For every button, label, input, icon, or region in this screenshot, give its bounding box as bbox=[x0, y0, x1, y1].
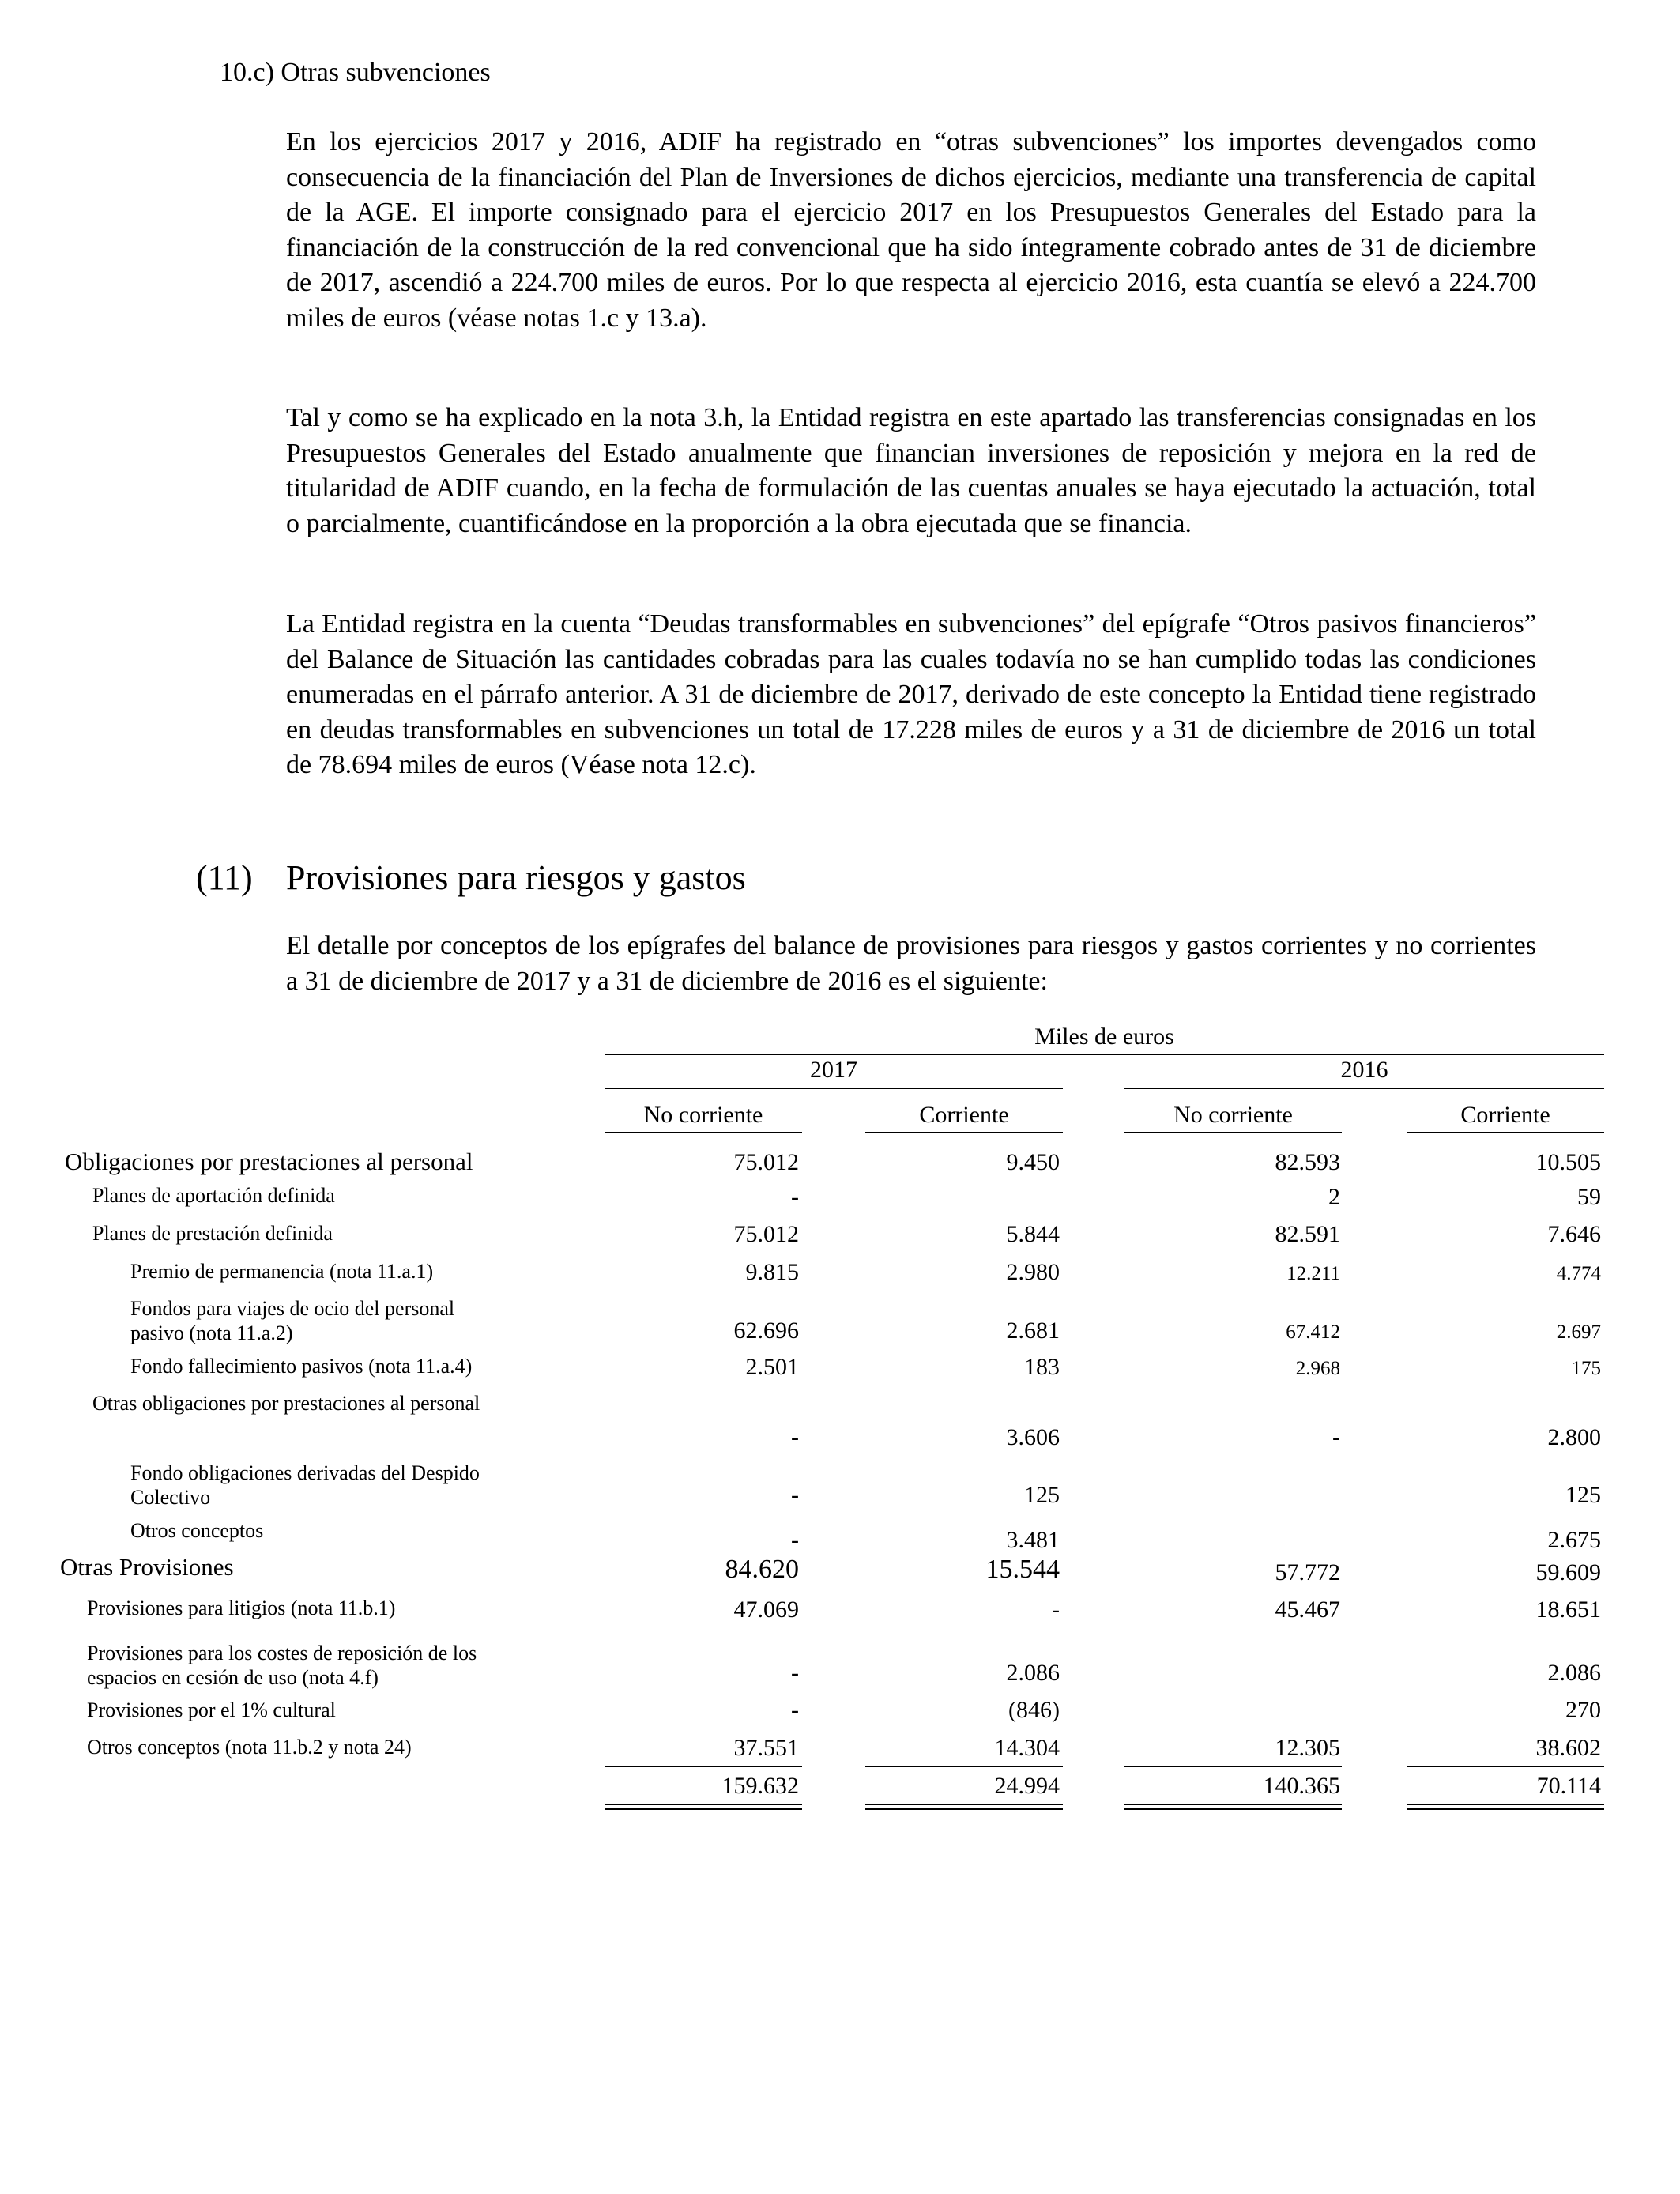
row-label: Otras Provisiones bbox=[60, 1553, 234, 1581]
cell: 2.800 bbox=[1547, 1424, 1601, 1450]
cell: 4.774 bbox=[1556, 1263, 1601, 1284]
cell: 45.467 bbox=[1275, 1596, 1340, 1623]
cell: 2.675 bbox=[1547, 1527, 1601, 1553]
paragraph-3: La Entidad registra en la cuenta “Deudas transformables en subvenciones” del epígrafe “Otros pasivos financieros” del Balance de Situación las cantidades cobradas para las cuales todavía no se han cumplido todas las condiciones enumeradas en el párrafo anterior. A 31 de diciembre de 2017, derivado de este concepto la Entidad tiene registrado en deudas transformables en subvenciones un total de 17.228 miles de euros y a 31 de diciembre de 2016 un total de 78.694 miles de euros (Véase nota 12.c). bbox=[286, 609, 1536, 780]
paragraph-2: Tal y como se ha explicado en la nota 3.h, la Entidad registra en este apartado las transferencias consignadas en los Presupuestos Generales del Estado anualmente que financian inversiones de reposición y mejora en la red de titularidad de ADIF cuando, en la fecha de formulación de las cuentas anuales se haya ejecutado la actuación, total o parcialmente, cuantificándose en la proporción a la obra ejecutada que se financia. bbox=[286, 403, 1536, 538]
row-label: Provisiones para litigios (nota 11.b.1) bbox=[87, 1596, 396, 1619]
cell: 3.606 bbox=[1006, 1424, 1060, 1450]
cell: 15.544 bbox=[985, 1555, 1060, 1584]
cell: 18.651 bbox=[1535, 1596, 1601, 1623]
total-cell: 159.632 bbox=[721, 1773, 799, 1799]
cell: 125 bbox=[1565, 1482, 1601, 1508]
cell: 2.501 bbox=[745, 1354, 799, 1380]
cell: 82.593 bbox=[1275, 1149, 1340, 1175]
cell: - bbox=[791, 1184, 799, 1210]
total-double-rule bbox=[605, 1804, 802, 1810]
cell: - bbox=[791, 1424, 799, 1450]
cell: 10.505 bbox=[1535, 1149, 1601, 1175]
section-number: (11) bbox=[196, 858, 253, 897]
cell: 9.450 bbox=[1006, 1149, 1060, 1175]
cell: 12.305 bbox=[1275, 1735, 1340, 1761]
year-header-2016: 2016 bbox=[1340, 1057, 1388, 1083]
cell: 2.086 bbox=[1547, 1660, 1601, 1686]
total-double-rule bbox=[865, 1804, 1063, 1810]
cell: 62.696 bbox=[733, 1318, 799, 1344]
cell: 2.697 bbox=[1556, 1321, 1601, 1343]
cell: 37.551 bbox=[733, 1735, 799, 1761]
row-label: Provisiones para los costes de reposición de los espacios en cesión de uso (nota 4.f) bbox=[87, 1642, 477, 1689]
cell: - bbox=[791, 1527, 799, 1553]
cell: 59 bbox=[1577, 1184, 1601, 1210]
cell: 2.980 bbox=[1006, 1259, 1060, 1285]
total-double-rule bbox=[1407, 1804, 1604, 1810]
cell: 270 bbox=[1565, 1697, 1601, 1723]
cell: - bbox=[1052, 1596, 1060, 1623]
total-cell: 140.365 bbox=[1263, 1773, 1340, 1799]
cell: - bbox=[791, 1660, 799, 1686]
subtotal-rule bbox=[1124, 1766, 1342, 1767]
row-label: Otras obligaciones por prestaciones al personal bbox=[92, 1392, 480, 1415]
row-label: Fondos para viajes de ocio del personal pasivo (nota 11.a.2) bbox=[130, 1297, 455, 1344]
cell: 9.815 bbox=[745, 1259, 799, 1285]
row-label: Otros conceptos bbox=[130, 1519, 264, 1542]
cell: 12.211 bbox=[1286, 1263, 1340, 1284]
cell: 84.620 bbox=[725, 1555, 799, 1584]
col-rule-3 bbox=[1124, 1132, 1342, 1133]
year-rule-2017 bbox=[605, 1088, 1063, 1089]
cell: 5.844 bbox=[1006, 1221, 1060, 1247]
cell: 183 bbox=[1024, 1354, 1060, 1380]
row-label: Planes de aportación definida bbox=[92, 1184, 335, 1207]
col-header-nc-2017: No corriente bbox=[643, 1102, 763, 1128]
subtotal-rule bbox=[605, 1766, 802, 1767]
cell: 2.681 bbox=[1006, 1318, 1060, 1344]
subsection-heading: 10.c) Otras subvenciones bbox=[220, 58, 491, 87]
total-cell: 70.114 bbox=[1536, 1773, 1601, 1799]
cell: (846) bbox=[1008, 1697, 1060, 1723]
cell: 175 bbox=[1571, 1358, 1601, 1379]
cell: 59.609 bbox=[1535, 1559, 1601, 1585]
total-cell: 24.994 bbox=[994, 1773, 1060, 1799]
section-title: Provisiones para riesgos y gastos bbox=[286, 858, 746, 897]
year-header-2017: 2017 bbox=[810, 1057, 857, 1083]
cell: 125 bbox=[1024, 1482, 1060, 1508]
row-label: Fondo obligaciones derivadas del Despido Colectivo bbox=[130, 1461, 480, 1509]
cell: 2.086 bbox=[1006, 1660, 1060, 1686]
total-double-rule bbox=[1124, 1804, 1342, 1810]
row-label: Fondo fallecimiento pasivos (nota 11.a.4) bbox=[130, 1355, 473, 1378]
cell: 14.304 bbox=[994, 1735, 1060, 1761]
cell: 7.646 bbox=[1547, 1221, 1601, 1247]
cell: 67.412 bbox=[1286, 1321, 1340, 1343]
col-rule-2 bbox=[865, 1132, 1063, 1133]
row-label: Obligaciones por prestaciones al personal bbox=[65, 1148, 473, 1175]
cell: 57.772 bbox=[1275, 1559, 1340, 1585]
year-rule-2016 bbox=[1124, 1088, 1604, 1089]
paragraph-1: En los ejercicios 2017 y 2016, ADIF ha registrado en “otras subvenciones” los importes devengados como consecuencia de la financiación del Plan de Inversiones de dichos ejercicios, mediante una transferencia de capital de la AGE. El importe consignado para el ejercicio 2017 en los Presupuestos Generales del Estado para la financiación de la construcción de la red convencional que ha sido íntegramente cobrado antes de 31 de diciembre de 2017, ascendió a 224.700 miles de euros. Por lo que respecta al ejercicio 2016, esta cuantía se elevó a 224.700 miles de euros (véase notas 1.c y 13.a). bbox=[286, 127, 1536, 333]
cell: 75.012 bbox=[733, 1221, 799, 1247]
cell: 75.012 bbox=[733, 1149, 799, 1175]
col-rule-4 bbox=[1407, 1132, 1604, 1133]
unit-header: Miles de euros bbox=[1034, 1023, 1174, 1050]
row-label: Planes de prestación definida bbox=[92, 1222, 333, 1245]
col-header-c-2016: Corriente bbox=[1460, 1102, 1550, 1128]
cell: - bbox=[791, 1482, 799, 1508]
row-label: Premio de permanencia (nota 11.a.1) bbox=[130, 1260, 434, 1283]
cell: - bbox=[1332, 1424, 1340, 1450]
cell: - bbox=[791, 1697, 799, 1723]
unit-header-rule bbox=[605, 1054, 1604, 1055]
section-intro: El detalle por conceptos de los epígrafes del balance de provisiones para riesgos y gastos corrientes y no corrientes a 31 de diciembre de 2017 y a 31 de diciembre de 2016 es el siguiente: bbox=[286, 931, 1536, 996]
col-rule-1 bbox=[605, 1132, 802, 1133]
cell: 2.968 bbox=[1295, 1358, 1340, 1379]
subtotal-rule bbox=[865, 1766, 1063, 1767]
cell: 38.602 bbox=[1535, 1735, 1601, 1761]
cell: 82.591 bbox=[1275, 1221, 1340, 1247]
cell: 47.069 bbox=[733, 1596, 799, 1623]
col-header-nc-2016: No corriente bbox=[1173, 1102, 1293, 1128]
cell: 3.481 bbox=[1006, 1527, 1060, 1553]
row-label: Provisiones por el 1% cultural bbox=[87, 1698, 336, 1721]
row-label: Otros conceptos (nota 11.b.2 y nota 24) bbox=[87, 1736, 412, 1759]
cell: 2 bbox=[1328, 1184, 1340, 1210]
col-header-c-2017: Corriente bbox=[919, 1102, 1009, 1128]
subtotal-rule bbox=[1407, 1766, 1604, 1767]
